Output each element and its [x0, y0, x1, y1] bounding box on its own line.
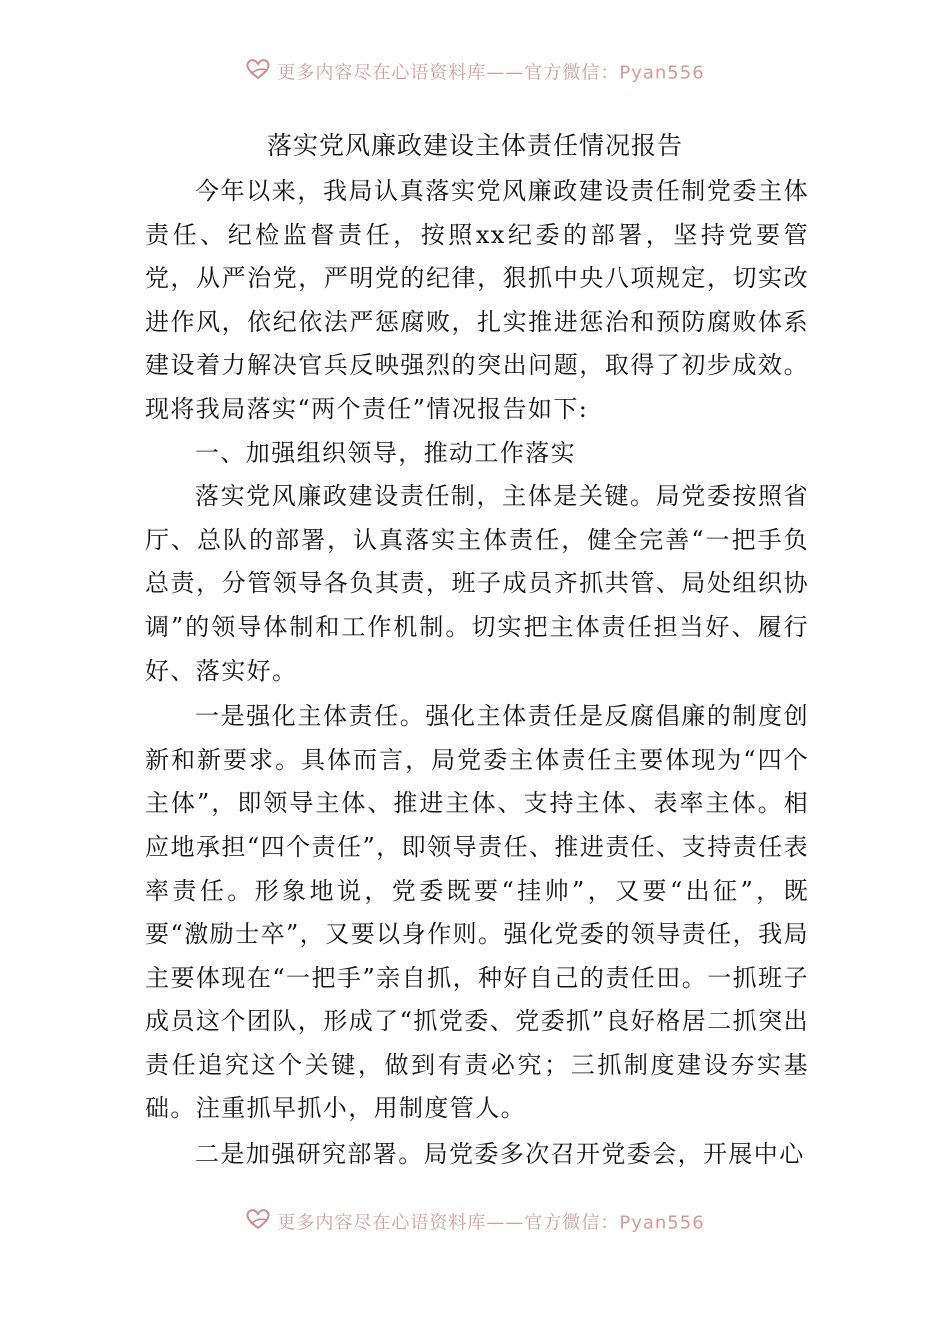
watermark-text: 更多内容尽在心语资料库——官方微信：Pyan556	[277, 62, 705, 84]
watermark-bottom	[0, 1208, 950, 1236]
heart-logo-icon	[245, 58, 271, 86]
paragraph-point-2: 二是加强研究部署。局党委多次召开党委会，开展中心	[195, 1140, 805, 1169]
document-body	[145, 170, 809, 1177]
section-heading-1: 一、加强组织领导，推动工作落实	[195, 438, 576, 467]
paragraph-section-1: 落实党风廉政建设责任制，主体是关键。局党委按照省厅、总队的部署，认真落实主体责任，健全完善“一把手负总责，分管领导各负其责，班子成员齐抓共管、局处组织协调”的领导体制和工作机制。切实把主体责任担当好、履行好、落实好。	[145, 482, 809, 685]
watermark-top	[0, 58, 950, 86]
paragraph-intro: 今年以来，我局认真落实党风廉政建设责任制党委主体责任、纪检监督责任，按照xx纪委的部署，坚持党要管党，从严治党，严明党的纪律，狠抓中央八项规定，切实改进作风，依纪依法严惩腐败，扎实推进惩治和预防腐败体系建设着力解决官兵反映强烈的突出问题，取得了初步成效。现将我局落实“两个责任”情况报告如下:	[145, 177, 809, 423]
watermark-text: 更多内容尽在心语资料库——官方微信：Pyan556	[277, 1212, 705, 1234]
heart-logo-icon	[245, 1208, 271, 1236]
document-title: 落实党风廉政建设主体责任情况报告	[266, 131, 683, 160]
paragraph-point-1: 一是强化主体责任。强化主体责任是反腐倡廉的制度创新和新要求。具体而言，局党委主体责任主要体现为“四个主体”，即领导主体、推进主体、支持主体、表率主体。相应地承担“四个责任”，即领导责任、推进责任、支持责任表率责任。形象地说，党委既要“挂帅”，又要“出征”，既要“激励士卒”，又要以身作则。强化党委的领导责任，我局主要体现在“一把手”亲自抓，种好自己的责任田。一抓班子成员这个团队，形成了“抓党委、党委抓”良好格居二抓突出责任追究这个关键，做到有责必究；三抓制度建设夯实基础。注重抓早抓小，用制度管人。	[145, 702, 809, 1123]
